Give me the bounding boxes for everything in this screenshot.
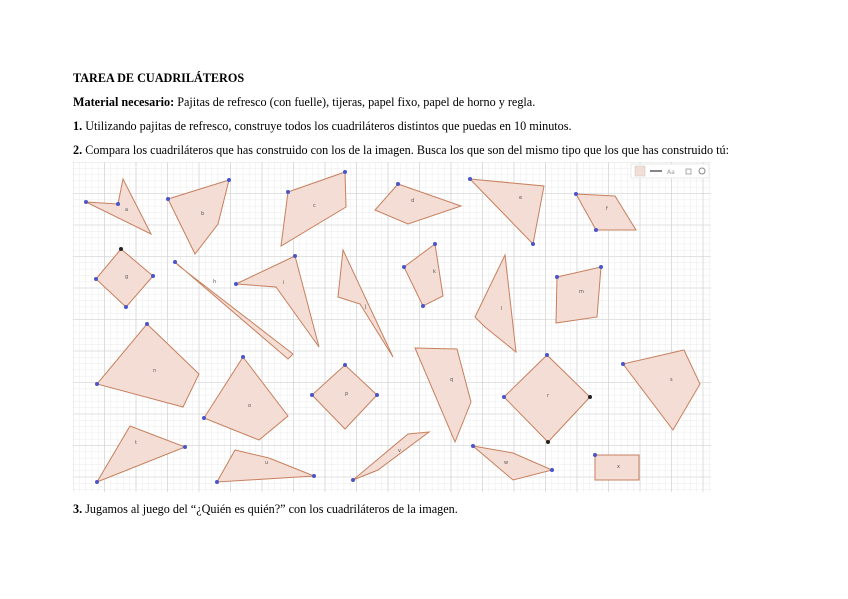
shape-label: x <box>617 464 620 470</box>
vertex-point <box>173 260 177 264</box>
text-style-icon[interactable]: Aa <box>667 169 675 176</box>
shape-label: r <box>547 393 550 399</box>
vertex-point <box>166 197 170 201</box>
vertex-point <box>599 265 603 269</box>
shape-label: n <box>153 368 157 374</box>
shape-label: k <box>433 269 436 275</box>
shape-label: l <box>501 306 503 312</box>
shape-label: e <box>519 195 523 201</box>
vertex-point <box>116 202 120 206</box>
vertex-point <box>343 363 347 367</box>
geometry-canvas <box>73 162 711 492</box>
item-2-text: Compara los cuadriláteros que has construido con los de la imagen. Busca los que son del mismo tipo que los que has construido tú: <box>82 143 729 157</box>
vertex-point <box>124 305 128 309</box>
shape-label: q <box>450 377 454 383</box>
material-label: Material necesario: <box>73 95 175 109</box>
quadrilateral-shape <box>556 267 601 323</box>
item-3-number: 3. <box>73 502 83 516</box>
item-1-number: 1. <box>73 119 83 133</box>
item-1 <box>73 119 572 133</box>
shape-label: j <box>365 304 367 310</box>
shape-label: c <box>313 203 316 209</box>
shape-label: g <box>125 274 129 280</box>
shape-label: a <box>125 207 129 213</box>
shape-label: m <box>579 289 584 295</box>
vertex-point <box>183 445 187 449</box>
vertex-point <box>227 178 231 182</box>
item-2 <box>73 143 729 157</box>
item-3-text: Jugamos al juego del “¿Quién es quién?” con los cuadriláteros de la imagen. <box>82 502 458 516</box>
vertex-point <box>555 275 559 279</box>
vertex-point <box>593 453 597 457</box>
vertex-point <box>574 192 578 196</box>
vertex-point <box>396 182 400 186</box>
item-3 <box>73 502 458 516</box>
vertex-point <box>545 353 549 357</box>
vertex-point <box>119 247 123 251</box>
shape-label: h <box>213 279 217 285</box>
shape-label: w <box>504 460 509 466</box>
item-2-number: 2. <box>73 143 83 157</box>
vertex-point <box>468 177 472 181</box>
vertex-point <box>293 254 297 258</box>
vertex-point <box>502 395 506 399</box>
shape-label: u <box>265 460 269 466</box>
quadrilaterals-figure <box>73 162 711 492</box>
vertex-point <box>145 322 149 326</box>
quadrilateral <box>593 453 639 480</box>
material-line <box>73 95 535 109</box>
shape-label: t <box>135 440 137 446</box>
shape-label: o <box>248 403 252 409</box>
vertex-point <box>95 382 99 386</box>
shape-label: d <box>411 198 415 204</box>
vertex-point <box>546 440 550 444</box>
vertex-point <box>433 242 437 246</box>
vertex-point <box>351 478 355 482</box>
shape-label: f <box>606 206 608 212</box>
shape-label: p <box>345 391 349 397</box>
shape-label: b <box>201 211 205 217</box>
figure-toolbar <box>631 164 709 178</box>
vertex-point <box>312 474 316 478</box>
vertex-point <box>234 282 238 286</box>
item-1-text: Utilizando pajitas de refresco, construye todos los cuadriláteros distintos que puedas en 10 minutos. <box>82 119 572 133</box>
vertex-point <box>95 480 99 484</box>
material-text: Pajitas de refresco (con fuelle), tijeras, papel fixo, papel de horno y regla. <box>174 95 536 109</box>
vertex-point <box>471 444 475 448</box>
vertex-point <box>241 355 245 359</box>
vertex-point <box>151 274 155 278</box>
vertex-point <box>375 393 379 397</box>
vertex-point <box>621 362 625 366</box>
vertex-point <box>286 190 290 194</box>
vertex-point <box>588 395 592 399</box>
vertex-point <box>94 277 98 281</box>
vertex-point <box>310 393 314 397</box>
vertex-point <box>594 228 598 232</box>
vertex-point <box>531 242 535 246</box>
vertex-point <box>215 480 219 484</box>
shape-label: s <box>670 377 673 383</box>
vertex-point <box>343 170 347 174</box>
vertex-point <box>550 468 554 472</box>
vertex-point <box>84 200 88 204</box>
shape-label: v <box>398 448 401 454</box>
vertex-point <box>421 304 425 308</box>
vertex-point <box>202 416 206 420</box>
vertex-point <box>402 265 406 269</box>
color-swatch-icon[interactable] <box>635 166 645 176</box>
shape-label: i <box>283 280 285 286</box>
page-title: TAREA DE CUADRILÁTEROS <box>73 71 245 85</box>
